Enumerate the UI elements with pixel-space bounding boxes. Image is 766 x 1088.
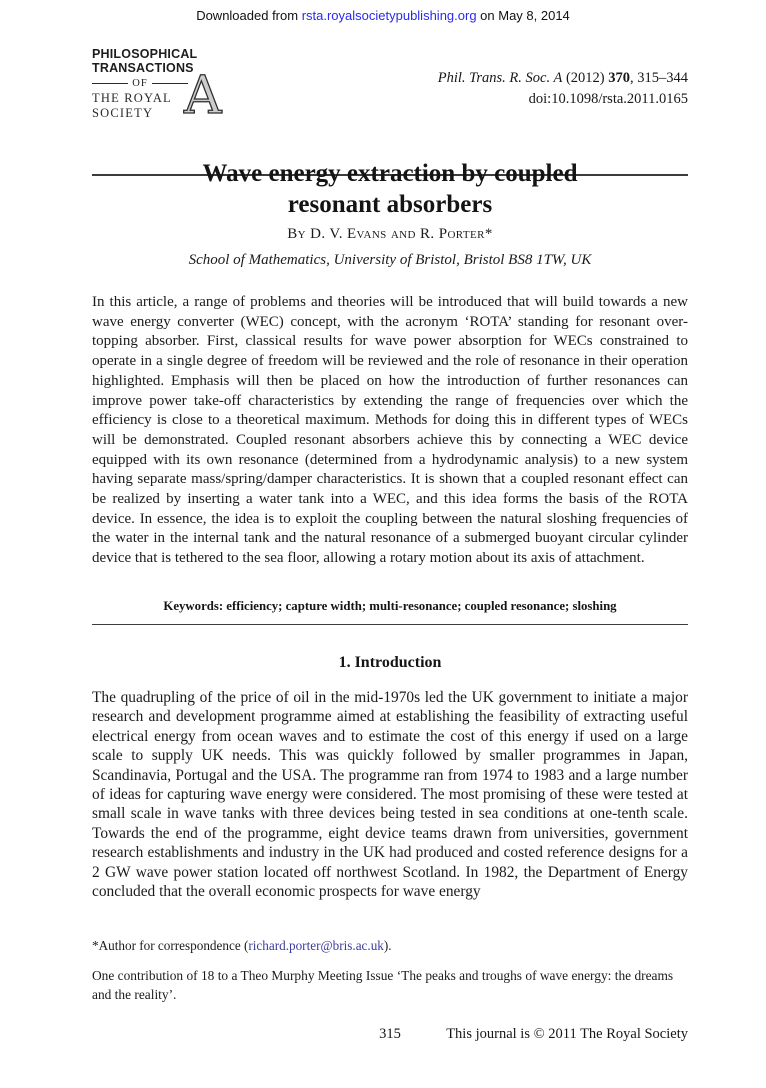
abstract-text: In this article, a range of problems and theories will be introduced that will build towards a new wave energy converter (WEC) concept, with the acronym ‘ROTA’ standing for resonant over-topping absorber. First, classical results for wave power absorption for WECs constrained to operate in a single degree of freedom will be reviewed and the role of resonance in their operation highlighted. Emphasis will then be placed on how the introduction of further resonances can improve power take-off characteristics by extending the range of frequencies over which the efficiency is close to a theoretical maximum. Methods for doing this in different types of WECs will be demonstrated. Coupled resonant absorbers achieve this by connecting a WEC device equipped with its own resonance (determined from a hydrodynamic analysis) to a new system having separate mass/spring/damper characteristics. It is shown that a coupled resonant effect can be realized by inserting a water tank into a WEC, and this idea forms the basis of the ROTA device. In essence, the idea is to exploit the coupling between the natural sloshing frequencies of the water in the internal tank and the natural resonance of a submerged buoyant circular cylinder device that is tethered to the sea floor, allowing a rotary motion about its axis of attachment.: [92, 294, 688, 567]
royal-society-a-glyph: A: [184, 66, 222, 126]
article-title-line2: resonant absorbers: [287, 191, 493, 218]
royal-society-logo: [92, 47, 222, 126]
logo-line-transactions: TRANSACTIONS: [92, 60, 194, 75]
logo-dash-left: [92, 83, 128, 84]
logo-line-philosophical: PHILOSOPHICAL: [92, 47, 198, 61]
download-banner: [0, 8, 766, 23]
journal-citation: [438, 68, 688, 110]
citation-pages: , 315–344: [630, 70, 688, 86]
citation-doi: doi:10.1098/rsta.2011.0165: [528, 91, 688, 107]
citation-line: [438, 68, 688, 89]
download-banner-prefix: Downloaded from: [196, 8, 302, 23]
correspondence-email-link[interactable]: richard.porter@bris.ac.uk: [248, 938, 384, 953]
copyright-notice: This journal is © 2011 The Royal Society: [446, 1026, 688, 1042]
article-title: [92, 158, 688, 220]
citation-journal-name: Phil. Trans. R. Soc. A: [437, 70, 563, 86]
logo-line-society: SOCIETY: [92, 105, 154, 120]
contribution-note: One contribution of 18 to a Theo Murphy Meeting Issue ‘The peaks and troughs of wave energy: the dreams and the reality’.: [92, 968, 674, 1002]
logo-line-the-royal: THE ROYAL: [92, 91, 172, 105]
publisher-link[interactable]: rsta.royalsocietypublishing.org: [301, 8, 477, 23]
article-title-line1: Wave energy extraction by coupled: [202, 160, 578, 187]
section-heading-introduction: 1. Introduction: [338, 654, 442, 671]
logo-dash-right: [152, 83, 188, 84]
download-banner-suffix: on May 8, 2014: [476, 8, 570, 23]
citation-year: (2012): [562, 70, 609, 86]
citation-volume: 370: [608, 70, 630, 86]
page-number: 315: [379, 1026, 401, 1042]
author-byline: By D. V. Evans and R. Porter*: [287, 226, 493, 242]
logo-of-label: OF: [132, 78, 148, 89]
keywords-divider: [92, 624, 688, 625]
logo-of-row: [92, 78, 188, 89]
page-footer: [92, 1026, 688, 1046]
correspondence-suffix: ).: [383, 938, 392, 953]
correspondence-footnote: [92, 937, 688, 954]
masthead: [92, 46, 688, 130]
author-affiliation: School of Mathematics, University of Bristol, Bristol BS8 1TW, UK: [188, 252, 592, 268]
introduction-paragraph: The quadrupling of the price of oil in the mid-1970s led the UK government to initiate a major research and development programme aimed at establishing the feasibility of extracting useful electrical energy from ocean waves and to estimate the cost of this energy if used on a large scale to supply UK needs. This was quickly followed by smaller programmes in Japan, Scandinavia, Portugal and the USA. The programme ran from 1974 to 1983 and a large number of ideas for capturing wave energy were considered. The most promising of these were tested at small scale in wave tanks with three devices being tested in sea conditions at one-tenth scale. Towards the end of the programme, eight device teams drawn from universities, government research establishments and industry in the UK had produced and costed reference designs for a 2 GW wave power station located off northwest Scotland. In 1982, the Department of Energy concluded that the overall economic prospects for wave energy: [92, 689, 688, 901]
correspondence-prefix: *Author for correspondence (: [92, 938, 249, 953]
keywords-line: Keywords: efficiency; capture width; multi-resonance; coupled resonance; sloshing: [163, 599, 617, 613]
